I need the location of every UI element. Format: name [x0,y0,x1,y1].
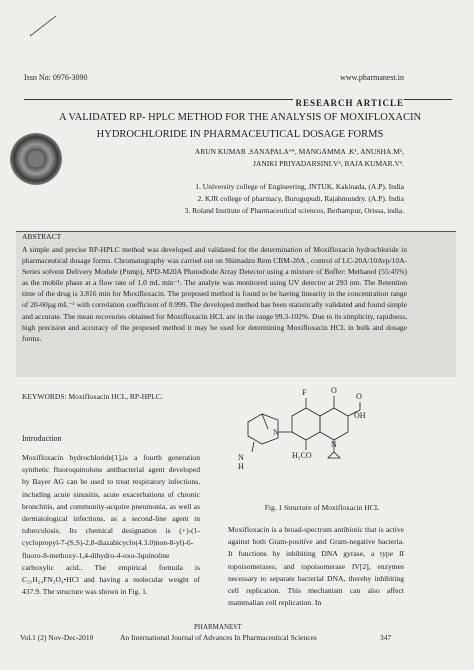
title-line-2: HYDROCHLORIDE IN PHARMACEUTICAL DOSAGE FORMS [96,129,384,140]
website-link[interactable]: www.pharmanest.in [340,73,404,82]
keto-oxygen-label: O [331,386,337,395]
moxifloxacin-structure-figure [228,380,368,474]
hydroxyl-label: OH [354,411,366,420]
abstract-heading: ABSTRACT [22,232,62,241]
figure-caption: Fig. 1 Structure of Moxifloxacin HCL [264,503,380,512]
secondary-amine-label: N [238,453,244,462]
journal-name: An International Journal of Advances In Pharmaceutical Sciences [120,633,317,642]
bicyclic-nitrogen-label: N [273,428,279,437]
author-list [195,146,404,170]
carboxyl-oxygen-label: O [356,392,362,401]
author-line-1: ARUN KUMAR .SANAPALA¹*, MANGAMMA .K¹, ANUSHA.M¹, [194,147,404,156]
volume-info: Vol.1 (2) Nov-Dec-2010 [20,633,94,642]
pen-mark-icon [24,10,64,40]
affiliation-1: 1. University college of Engineering, JNTUK, Kakinada, (A.P). India [195,182,404,191]
quinoline-nitrogen-label: N [331,440,337,449]
paper-title [40,109,440,143]
keywords: KEYWORDS: Moxifloxacin HCL, RP-HPLC. [22,392,163,401]
article-type: RESEARCH ARTICLE [293,98,404,108]
publisher-name: PHARMANEST [194,623,242,631]
page-number: 347 [380,633,392,642]
affiliation-3: 3. Roland Institute of Pharmaceutical sciences, Berhampur, Orissa, india. [184,206,404,215]
affiliation-list [185,181,404,217]
author-line-2: JANIKI PRIYADARSINI.V², RAJA KUMAR.V³. [253,159,404,168]
methoxy-label: H₃CO [292,451,312,460]
introduction-heading: Introduction [22,434,62,443]
introduction-right-column: Moxifloxacin is a broad-spectrum antibiotic that is active against both Gram-positive and Gram-negative bacteria. It functions by inhibiting DNA gyrase, a type II topoisomerases, and topoisomerase IV[2], enzymes necessary to separate bacterial DNA, thereby inhibiting cell replication. This mechanism can also affect mammalian cell replication. In [228,525,404,608]
affiliation-2: 2. KJR college of pharmacy, Burugupudi, Rajahmundry. (A.P). India [197,194,404,203]
abstract-text: A simple and precise RP-HPLC method was developed and validated for the determination of Moxifloxacin hydrochloride in pharmaceutical dosage forms. Chromatography was carried out on Shimadzu Rem CBM-20A , control of LC-20A/10Avp/10A-Series solvent Delivery Module (Pump), SPD-M20A Photodiode Array Detector using a mixture of Buffer: Methanol (55:45%) as the mobile phase at a flow rate of 1.0 mL min⁻¹. The analyte was monitored using UV detector at 293 nm. The Retention time of the drug is 3.816 min for Moxifloxacin. The proposed method is found to be having linearity in the concentration range of 20-60µg mL⁻¹ with correlation coefficient of 0.999. The developed method has been statistically validated and found simple and accurate. The mean recoveries obtained for Moxifloxacin HCL are in the range 99.3-102%. Due to its simplicity, rapidness, high precision and accuracy of the proposed method it may be used for determining Moxifloxacin HCL in bulk and dosage forms. [22,245,407,343]
fluoro-label: F [302,388,307,397]
title-line-1: A VALIDATED RP- HPLC METHOD FOR THE ANALYSIS OF MOXIFLOXACIN [58,112,422,123]
issn-number: Issn No: 0976-3090 [24,73,88,82]
amine-hydrogen-label: H [238,462,244,471]
introduction-left-column: Moxifloxacin hydrochloride[1],is a fourth generation synthetic fluoroquinolone antibacterial agent developed by Bayer AG can be used to treat respiratory infections, including acute sinusitis, acute exacerbations of chronic bronchitis, and community-acquire pneumonia, as well as dermatological infections, as a second-line agent in tuberculosis. Its chemical designation is (+)-(1-cyclopropyl-7-(S,S)-2,8-diazabicyclo(4.3.0)non-8-yl)-6-fluoro-8-methoxy-1,4-dihydro-4-oxo-3quinoline carboxylic acid.. The empirical formula is C₂₁H₂₄FN₃O₄•HCl and having a molecular weight of 437.9. The structure was shown in Fig. 1. [22,453,200,597]
